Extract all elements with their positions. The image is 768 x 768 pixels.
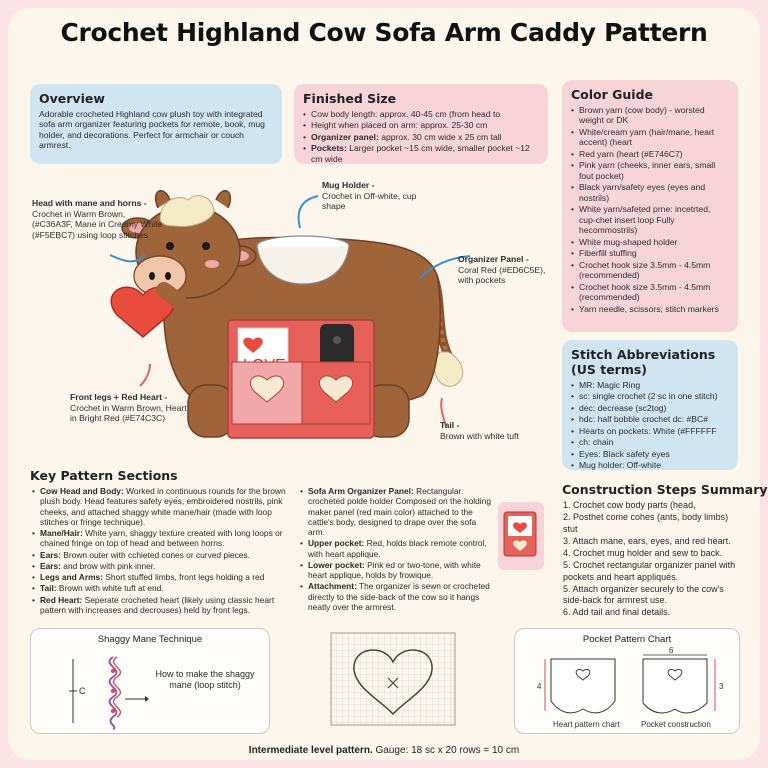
stitch-item: • dec: decrease (sc2tog) [571, 403, 729, 413]
head-callout: Head with mane and horns - Crochet in Warm Brown, (#C36A3F, Mane in Creamy White (#F5EBC7) using loop stitches [32, 198, 163, 241]
key-sections-left [32, 486, 294, 616]
diagram-label-c: C [79, 686, 86, 696]
page-title: Crochet Highland Cow Sofa Arm Caddy Pattern [60, 18, 708, 47]
pocket-chart-diagrams [515, 645, 741, 735]
color-guide-item: • Brown yarn (cow body) - worsted weight or DK [571, 105, 729, 126]
overview-text: Adorable crocheted Highland cow plush toy with integrated sofa arm organizer featuring pockets for remote, book, mug holder, and decorations. Perfect for armchair or couch armrest. [39, 109, 265, 151]
color-guide-item: • White mug-shaped holder [571, 237, 729, 247]
mane-technique-title: Shaggy Mane Technique [97, 634, 203, 645]
heart-grid-chart [330, 632, 456, 726]
stitch-item: • Hearts on pockets: White (#FFFFFF [571, 426, 729, 436]
color-guide-item: • Crochet hook size 3.5mm - 4.5mm (recommended) [571, 260, 729, 281]
finished-size-item: • Pockets: Larger pocket ~15 cm wide, smaller pocket ~12 cm wide [303, 143, 539, 164]
finished-size-item: • Height when placed on arm: approx. 25-30 cm [303, 120, 539, 130]
color-guide-item: • Yarn needle, scissors, stitch markers [571, 304, 729, 314]
construction-step: 1. Crochet cow body parts (head, [563, 500, 696, 510]
mane-technique-box [30, 628, 270, 734]
color-guide-item: • Fiberfill stuffing [571, 248, 729, 258]
construction-step: 3. Attach mane, ears, eyes, and red heart. [563, 535, 731, 546]
key-section-item: • Ears: and brow with pink inner. [32, 561, 294, 571]
footer-note: Intermediate level pattern. Gauge: 18 sc x 20 rows = 10 cm [248, 745, 520, 756]
color-guide-item: • Crochet hook size 3.5mm - 4.5mm (recommended) [571, 282, 729, 303]
finished-size-item: • Organizer panel: approx. 30 cm wide x 25 cm tall [303, 132, 539, 142]
key-section-item: • Legs and Arms: Short stuffed limbs, front legs holding a red [32, 572, 294, 582]
stitch-item: • Eyes: Black safety eyes [571, 449, 729, 459]
key-section-item: • Red Heart: Seperate crocheted heart (likely using classic heart pattern with increases and decrouses) held by front legs. [32, 595, 294, 616]
key-section-item: • Attachment: The organizer is sewn or crocheted directly to the side-back of the cow so it hangs neatly over the armrest. [300, 581, 492, 612]
legs-callout: Front legs + Red Heart - Crochet in Warm Brown, Heart in Bright Red (#E74C3C) [70, 392, 187, 424]
chart-dim-left: 4 [537, 682, 542, 691]
stitch-item: • ch: chain [571, 437, 729, 447]
pocket-card-icon [496, 500, 546, 572]
mane-technique-note: How to make the shaggy mane (loop stitch) [155, 669, 255, 691]
color-guide-item: • White/cream yarn (hair/mane, heart accent) (heart [571, 127, 729, 148]
pocket-chart-title: Pocket Pattern Chart [582, 634, 672, 645]
key-sections-heading: Key Pattern Sections [30, 468, 178, 483]
chart-dim-top: 6 [669, 646, 674, 655]
stitch-item: • Mug holder: Off-white [571, 460, 729, 470]
construction-heading: Construction Steps Summary [562, 482, 768, 497]
chart-dim-right: 3 [719, 682, 724, 691]
tail-callout: Tail - Brown with white tuft [440, 420, 519, 441]
color-guide-item: • Black yarn/safety eyes (eyes and nostrils) [571, 182, 729, 203]
chart-label-right: Pocket construction [641, 720, 711, 729]
stitch-item: • sc: single crochet (2 sc in one stitch) [571, 391, 729, 401]
construction-step: 5. Crochet rectangular organizer panel with pockets and heart appliqués. [563, 560, 736, 582]
key-section-item: • Lower pocket: Pink ed or two-tone, with white heart applique, holds by frowique. [300, 560, 492, 581]
key-section-item: • Cow Head and Body: Worked in continuous rounds for the brown plush body. Head features safety eyes, embroidered nostrils, pink cheeks, and attached shaggy white mane/hair (made with loop stitches or fringe technique). [32, 486, 294, 527]
color-guide-heading: Color Guide [571, 87, 654, 102]
color-guide-item: • Pink yarn (cheeks, inner ears, small fout pocket) [571, 160, 729, 181]
key-sections-right [300, 486, 492, 613]
chart-label-left: Heart pattern chart [553, 720, 620, 729]
finished-size-heading: Finished Size [303, 91, 397, 106]
pocket-chart-box [514, 628, 740, 734]
stitch-item: • hdc: half bobble crochet dc: #BC# [571, 414, 729, 424]
organizer-callout: Organizer Panel - Coral Red (#ED6C5E), with pockets [458, 254, 546, 286]
overview-heading: Overview [39, 91, 105, 106]
key-section-item: • Mane/Hair: White yarn, shaggy texture created with long loops or chained fringe on top of head and between horns. [32, 528, 294, 549]
head-callout-arrow [110, 255, 145, 261]
construction-step: 4. Crochet mug holder and sew to back. [563, 548, 723, 558]
key-section-item: • Sofa Arm Organizer Panel: Rectangular crocheted polde holder Composed on the holding maker panel (red main color) attached to the cattle's body, designed to drape over the sofa arm. [300, 486, 492, 537]
stitch-abbreviations-heading: Stitch Abbreviations (US terms) [571, 347, 716, 377]
mug-callout: Mug Holder - Crochet in Off-white, cup shape [322, 180, 417, 212]
construction-step: 6. Add tail and final details. [563, 607, 671, 618]
color-guide-item: • Red yarn (heart (#E746C7) [571, 149, 729, 159]
construction-steps [563, 500, 741, 620]
legs-callout-arrow [140, 364, 150, 386]
key-section-item: • Upper pocket: Red, holds black remote control, with heart applique. [300, 538, 492, 559]
construction-step: 2. Posthet come cohes (ants, body limbs) stut [563, 512, 729, 534]
stitch-item: • MR: Magic Ring [571, 380, 729, 390]
loop-stitch-diagram [41, 651, 151, 731]
finished-size-item: • Cow body length: approx. 40-45 cm (from head to [303, 109, 539, 119]
color-guide-item: • White yarn/safeted prne: incetrted, cup-chet insert loop Fully hecommostrils) [571, 204, 729, 235]
key-section-item: • Ears: Brown outer with cchieted cones or curved pieces. [32, 550, 294, 560]
mug-callout-arrow [299, 196, 318, 228]
construction-step: 5. Attach organizer securely to the cow's side-back for armrest use. [563, 583, 724, 605]
key-section-item: • Tail: Brown with white tuft at end. [32, 583, 294, 593]
